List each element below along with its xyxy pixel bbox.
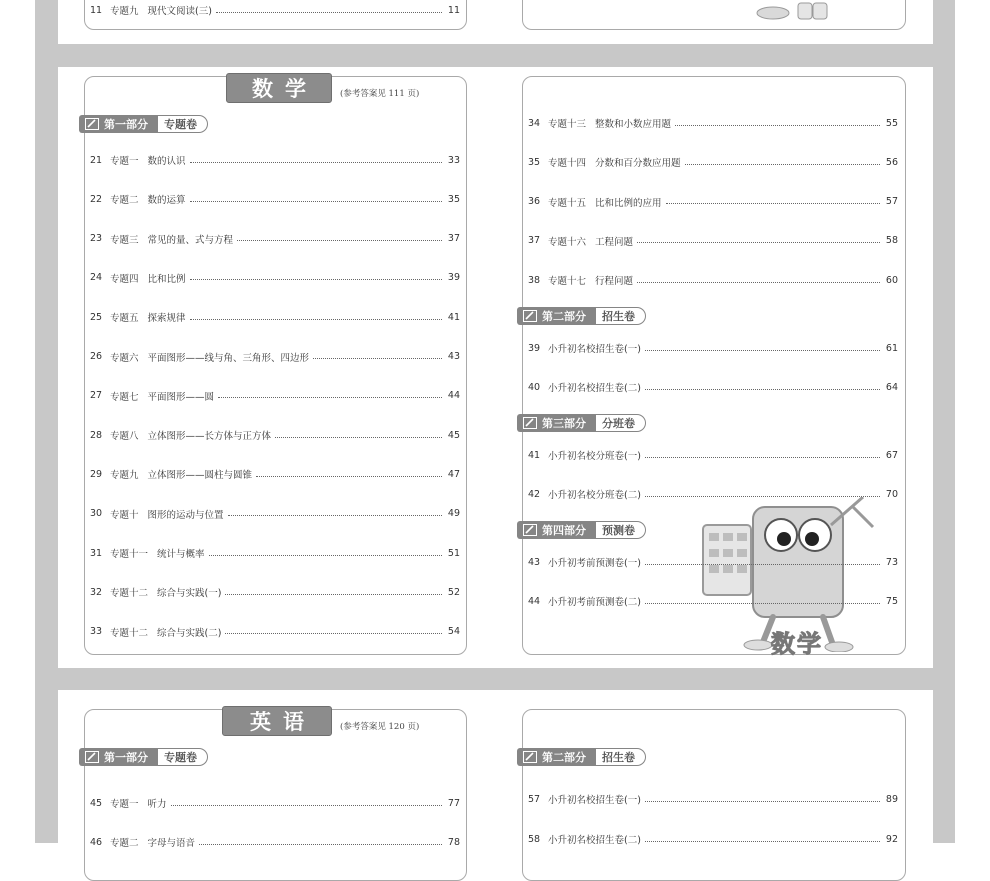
toc-number: 38 [528, 274, 541, 286]
part-banner-2: 第二部分 招生卷 [517, 748, 646, 766]
toc-number: 26 [90, 351, 103, 362]
toc-number: 23 [90, 233, 103, 245]
toc-title: 探索规律 [147, 313, 186, 325]
toc-title: 比和比例的应用 [595, 197, 662, 209]
toc-page: 77 [447, 797, 460, 809]
top-left-box [84, 0, 467, 30]
toc-page: 33 [447, 154, 460, 166]
toc-number: 31 [90, 547, 103, 559]
toc-number: 25 [90, 311, 103, 323]
toc-number: 36 [528, 196, 541, 208]
toc-page: 52 [447, 586, 460, 598]
toc-row[interactable] [528, 339, 898, 357]
toc-section: 专题二 [110, 195, 139, 207]
toc-title: 行程问题 [595, 276, 634, 288]
toc-row[interactable] [90, 505, 460, 523]
toc-title: 图形的运动与位置 [147, 509, 224, 521]
toc-page: 45 [447, 429, 460, 441]
toc-title: 综合与实践(一) [157, 588, 222, 600]
toc-section: 专题五 [110, 313, 139, 325]
dot-leader [637, 242, 880, 243]
toc-title: 小升初名校招生卷(二) [548, 383, 641, 395]
toc-title: 立体图形——长方体与正方体 [147, 431, 272, 443]
dot-leader [645, 603, 880, 604]
toc-page: 39 [447, 272, 460, 284]
toc-row[interactable] [90, 544, 460, 562]
top-right-box [522, 0, 906, 30]
toc-page: 37 [447, 233, 460, 245]
dot-leader [637, 282, 880, 283]
toc-row[interactable] [528, 830, 898, 848]
toc-number: 32 [90, 586, 103, 598]
english-right-box [522, 709, 906, 881]
toc-row[interactable] [90, 794, 460, 812]
toc-number: 39 [528, 342, 541, 354]
toc-section: 专题一 [110, 156, 139, 167]
dot-leader [225, 633, 442, 634]
toc-page: 51 [447, 547, 460, 559]
dot-leader [190, 162, 442, 163]
toc-row[interactable] [90, 426, 460, 444]
toc-number: 44 [528, 595, 541, 607]
dot-leader [645, 350, 880, 351]
dot-leader [190, 201, 442, 202]
answer-reference: (参考答案见 120 页) [340, 722, 420, 732]
toc-section: 专题十二 [110, 588, 149, 600]
dot-leader [645, 801, 880, 802]
dot-leader [313, 358, 442, 359]
toc-number: 22 [90, 193, 103, 205]
toc-row[interactable] [90, 269, 460, 287]
toc-row[interactable] [90, 465, 460, 483]
dot-leader [645, 841, 880, 842]
toc-row[interactable] [528, 378, 898, 396]
toc-title: 分数和百分数应用题 [595, 158, 681, 170]
toc-number: 24 [90, 272, 103, 284]
toc-section: 专题三 [110, 234, 139, 246]
pencil-icon [523, 417, 537, 429]
toc-page: 57 [885, 196, 898, 208]
toc-row[interactable] [528, 592, 898, 610]
dot-leader [645, 389, 880, 390]
toc-section: 专题十 [110, 509, 139, 521]
toc-title: 数的认识 [147, 156, 186, 167]
math-left-box [84, 76, 467, 655]
pencil-icon [523, 310, 537, 322]
toc-title: 小升初名校分班卷(二) [548, 490, 641, 502]
answer-reference: (参考答案见 111 页) [340, 89, 420, 99]
dot-leader [685, 164, 880, 165]
pencil-icon [85, 118, 99, 130]
toc-section: 专题十七 [548, 276, 587, 288]
toc-page: 78 [447, 836, 460, 848]
toc-row[interactable] [528, 553, 898, 571]
dot-leader [209, 555, 442, 556]
pencil-icon [523, 524, 537, 536]
toc-title: 立体图形——圆柱与圆锥 [147, 470, 253, 482]
dot-leader [256, 476, 442, 477]
dot-leader [228, 515, 442, 516]
dot-leader [225, 594, 442, 595]
pencil-icon [523, 751, 537, 763]
toc-section: 专题十三 [548, 119, 587, 130]
toc-page: 44 [447, 390, 460, 402]
toc-page: 89 [885, 793, 898, 805]
toc-page: 58 [885, 235, 898, 247]
toc-title: 综合与实践(二) [157, 627, 222, 639]
math-right-box [522, 76, 906, 658]
dot-leader [190, 279, 442, 280]
toc-page: 54 [447, 626, 460, 638]
toc-section: 专题一 [110, 799, 139, 810]
toc-title: 工程问题 [595, 236, 634, 248]
toc-row[interactable] [90, 151, 460, 169]
pencil-icon [85, 751, 99, 763]
part-banner-2: 第二部分 招生卷 [517, 307, 646, 325]
toc-title: 数的运算 [147, 195, 186, 207]
part-banner-3: 第三部分 分班卷 [517, 414, 646, 432]
toc-page: 35 [447, 193, 460, 205]
toc-title: 小升初名校分班卷(一) [548, 451, 641, 462]
toc-number: 42 [528, 488, 541, 500]
math-sheet [58, 67, 933, 668]
dot-leader [218, 397, 442, 398]
toc-row[interactable] [90, 190, 460, 208]
toc-section: 专题二 [110, 838, 139, 850]
toc-section: 专题十一 [110, 549, 149, 560]
toc-title: 小升初考前预测卷(一) [548, 558, 641, 569]
toc-number: 58 [528, 833, 541, 845]
toc-section: 专题七 [110, 391, 139, 403]
mascot-label: 数学 [771, 630, 823, 658]
toc-title: 字母与语音 [147, 838, 196, 850]
toc-section: 专题九 [110, 470, 139, 482]
dot-leader [171, 805, 442, 806]
dot-leader [666, 203, 880, 204]
toc-page: 73 [885, 556, 898, 568]
toc-number: 27 [90, 390, 103, 402]
toc-page: 67 [885, 449, 898, 461]
toc-row[interactable] [90, 308, 460, 326]
toc-row[interactable] [90, 583, 460, 601]
toc-section: 专题十六 [548, 236, 587, 248]
toc-title: 整数和小数应用题 [595, 119, 672, 130]
toc-page: 47 [447, 468, 460, 480]
toc-page: 60 [885, 274, 898, 286]
toc-number: 34 [528, 117, 541, 129]
toc-row[interactable] [528, 271, 898, 289]
toc-section: 专题十四 [548, 158, 587, 170]
toc-number: 33 [90, 626, 103, 638]
toc-title: 小升初考前预测卷(二) [548, 597, 641, 609]
toc-number: 57 [528, 793, 541, 805]
toc-title: 统计与概率 [157, 549, 205, 560]
toc-number: 30 [90, 508, 103, 520]
toc-title: 小升初名校招生卷(一) [548, 795, 641, 806]
toc-row[interactable] [528, 153, 898, 171]
toc-page: 41 [447, 311, 460, 323]
toc-row[interactable] [90, 230, 460, 248]
toc-number: 28 [90, 429, 103, 441]
part-banner-1: 第一部分 专题卷 [79, 748, 208, 766]
toc-number: 35 [528, 156, 541, 168]
toc-row[interactable] [90, 387, 460, 405]
top-sheet [58, 0, 933, 44]
toc-row[interactable] [90, 348, 460, 366]
toc-number: 43 [528, 556, 541, 568]
toc-section: 专题六 [110, 352, 139, 364]
dot-leader [645, 564, 880, 565]
toc-page: 56 [885, 156, 898, 168]
toc-page: 49 [447, 508, 460, 520]
toc-number: 46 [90, 836, 103, 848]
subject-title-math: 数学 [226, 73, 332, 103]
dot-leader [645, 457, 880, 458]
dot-leader [675, 125, 880, 126]
toc-number: 21 [90, 154, 103, 166]
toc-section: 专题十二 [110, 627, 149, 639]
toc-title: 平面图形——圆 [147, 391, 215, 403]
toc-number: 29 [90, 468, 103, 480]
toc-title: 听力 [147, 799, 167, 810]
toc-page: 61 [885, 342, 898, 354]
part-banner-4: 第四部分 预测卷 [517, 521, 646, 539]
toc-row[interactable] [528, 790, 898, 808]
toc-row[interactable] [528, 114, 898, 132]
toc-section: 专题十五 [548, 197, 587, 209]
toc-number: 40 [528, 381, 541, 393]
toc-title: 平面图形——线与角、三角形、四边形 [147, 352, 310, 364]
dot-leader [237, 240, 442, 241]
toc-number: 37 [528, 235, 541, 247]
dot-leader [190, 319, 442, 320]
subject-title-english: 英语 [222, 706, 332, 736]
toc-title: 常见的量、式与方程 [147, 234, 234, 246]
toc-section: 专题四 [110, 273, 139, 285]
toc-page: 92 [885, 833, 898, 845]
toc-number: 41 [528, 449, 541, 461]
toc-page: 70 [885, 488, 898, 500]
mascot-feet-illustration [743, 0, 833, 25]
toc-page: 43 [447, 351, 460, 362]
english-sheet [58, 690, 933, 850]
toc-section: 专题八 [110, 431, 139, 443]
part-banner-1: 第一部分 专题卷 [79, 115, 208, 133]
toc-row[interactable] [90, 833, 460, 851]
toc-page: 64 [885, 381, 898, 393]
toc-title: 小升初名校招生卷(二) [548, 835, 641, 846]
toc-row[interactable]: 11 专题九 现代文阅读(三) 11 [90, 4, 460, 17]
toc-page: 55 [885, 117, 898, 129]
toc-title: 小升初名校招生卷(一) [548, 344, 641, 355]
toc-title: 比和比例 [147, 273, 186, 285]
toc-number: 45 [90, 797, 103, 809]
toc-page: 75 [885, 595, 898, 607]
toc-row[interactable] [528, 446, 898, 464]
toc-row[interactable] [528, 232, 898, 250]
dot-leader [275, 437, 442, 438]
dot-leader [199, 844, 442, 845]
toc-row[interactable] [90, 623, 460, 641]
toc-row[interactable] [528, 193, 898, 211]
